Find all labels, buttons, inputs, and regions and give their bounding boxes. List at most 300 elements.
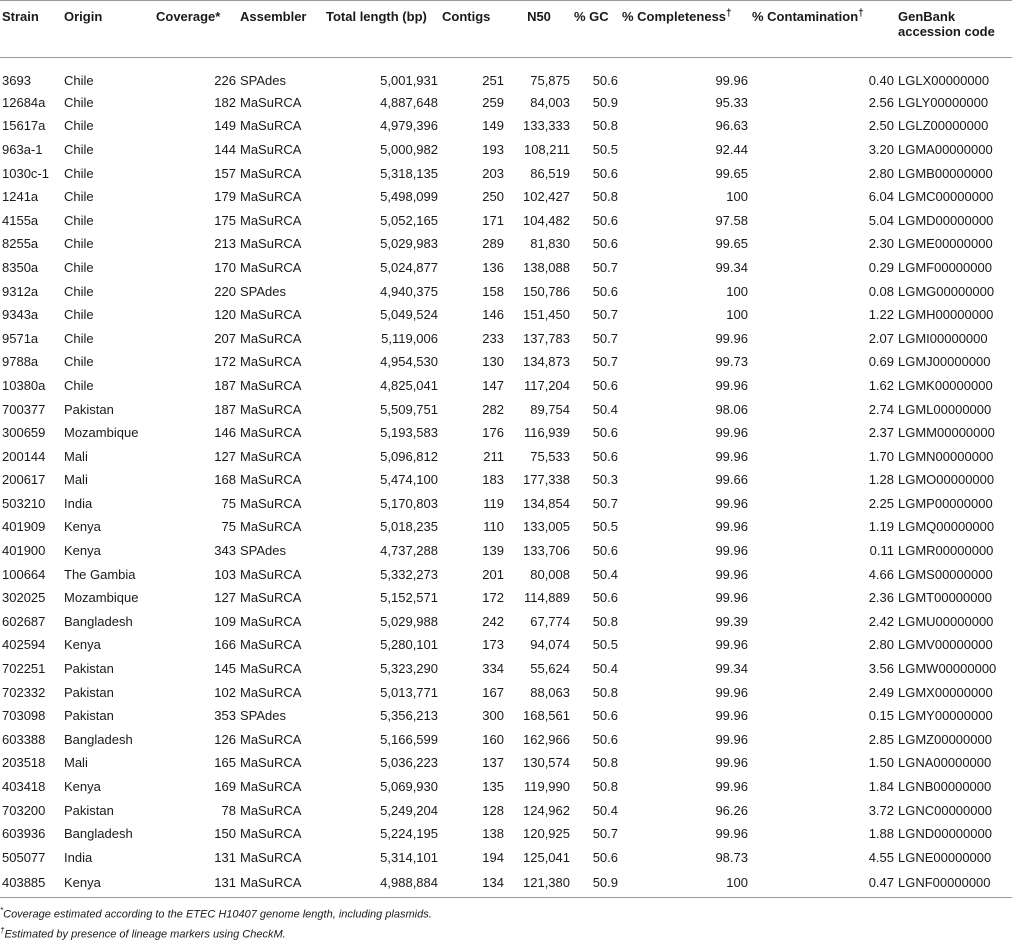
cell-contigs: 149 (482, 118, 504, 134)
cell-genbank-accession: LGMF00000000 (898, 259, 992, 275)
cell-coverage: 126 (214, 731, 236, 747)
cell-coverage: 226 (214, 72, 236, 88)
cell-contamination: 1.22 (868, 307, 894, 323)
cell-gc: 50.4 (592, 401, 618, 417)
cell-contigs: 300 (482, 708, 504, 724)
table-row (0, 114, 1012, 138)
cell-origin: Chile (64, 94, 94, 110)
cell-gc: 50.8 (592, 118, 618, 134)
cell-coverage: 220 (214, 283, 236, 299)
cell-contamination: 3.20 (868, 141, 894, 157)
table-row (0, 350, 1012, 374)
cell-origin: Kenya (64, 779, 101, 795)
table-row (0, 633, 1012, 657)
cell-origin: Pakistan (64, 661, 114, 677)
cell-n50: 162,966 (523, 731, 570, 747)
cell-gc: 50.6 (592, 72, 618, 88)
cell-contigs: 167 (482, 684, 504, 700)
cell-genbank-accession: LGND00000000 (898, 826, 992, 842)
cell-total-length: 5,249,204 (380, 802, 438, 818)
cell-total-length: 4,940,375 (380, 283, 438, 299)
table-row (0, 185, 1012, 209)
cell-completeness: 99.96 (715, 755, 748, 771)
cell-origin: Mozambique (64, 590, 139, 606)
cell-total-length: 4,979,396 (380, 118, 438, 134)
table-row (0, 798, 1012, 822)
cell-assembler: MaSuRCA (240, 236, 302, 252)
table-row (0, 846, 1012, 870)
cell-completeness: 96.26 (715, 802, 748, 818)
cell-n50: 116,939 (523, 425, 570, 441)
header-row (0, 1, 1012, 58)
cell-gc: 50.8 (592, 755, 618, 771)
cell-contigs: 130 (482, 354, 504, 370)
cell-contigs: 128 (482, 802, 504, 818)
cell-gc: 50.7 (592, 826, 618, 842)
cell-strain: 200617 (2, 472, 46, 488)
cell-total-length: 4,737,288 (380, 543, 438, 559)
cell-n50: 117,204 (523, 377, 570, 393)
cell-completeness: 99.96 (715, 566, 748, 582)
cell-gc: 50.3 (592, 472, 618, 488)
cell-assembler: SPAdes (240, 72, 287, 88)
cell-total-length: 5,318,135 (380, 165, 438, 181)
cell-contigs: 176 (482, 425, 504, 441)
cell-strain: 200144 (2, 448, 46, 464)
cell-assembler: MaSuRCA (240, 307, 302, 323)
table-row (0, 751, 1012, 775)
cell-contigs: 171 (482, 212, 504, 228)
cell-contamination: 0.11 (869, 543, 894, 559)
cell-contamination: 2.80 (868, 165, 894, 181)
cell-origin: Chile (64, 259, 94, 275)
cell-contamination: 2.85 (868, 731, 894, 747)
cell-strain: 9788a (2, 354, 39, 370)
cell-genbank-accession: LGMD00000000 (898, 212, 994, 228)
cell-total-length: 5,152,571 (380, 590, 438, 606)
cell-assembler: MaSuRCA (240, 401, 302, 417)
table-row (0, 657, 1012, 681)
header-genbank-line1: GenBank (898, 9, 956, 24)
header-genbank (896, 1, 1012, 58)
table-row (0, 326, 1012, 350)
cell-origin: Kenya (64, 543, 101, 559)
cell-assembler: MaSuRCA (240, 519, 302, 535)
cell-gc: 50.6 (592, 849, 618, 865)
cell-total-length: 4,954,530 (380, 354, 438, 370)
cell-contamination: 3.72 (868, 802, 894, 818)
cell-completeness: 100 (726, 875, 748, 891)
cell-contigs: 259 (482, 94, 504, 110)
cell-contigs: 146 (482, 307, 504, 323)
cell-total-length: 5,224,195 (380, 826, 438, 842)
cell-contigs: 203 (482, 165, 504, 181)
cell-completeness: 99.96 (715, 637, 748, 653)
cell-assembler: SPAdes (240, 283, 287, 299)
cell-contamination: 2.49 (868, 684, 894, 700)
cell-assembler: MaSuRCA (240, 330, 302, 346)
cell-gc: 50.9 (592, 94, 618, 110)
cell-genbank-accession: LGNC00000000 (898, 802, 992, 818)
cell-gc: 50.4 (592, 661, 618, 677)
cell-origin: Chile (64, 189, 94, 205)
cell-assembler: MaSuRCA (240, 495, 302, 511)
cell-coverage: 170 (214, 259, 236, 275)
header-coverage: Coverage* (156, 9, 221, 24)
cell-coverage: 166 (214, 637, 236, 653)
cell-total-length: 5,170,803 (380, 495, 438, 511)
cell-origin: Chile (64, 141, 94, 157)
cell-assembler: MaSuRCA (240, 802, 302, 818)
cell-n50: 151,450 (523, 307, 570, 323)
table-row (0, 610, 1012, 634)
cell-total-length: 5,049,524 (380, 307, 438, 323)
cell-gc: 50.4 (592, 566, 618, 582)
cell-coverage: 172 (214, 354, 236, 370)
cell-contamination: 1.62 (868, 377, 894, 393)
cell-completeness: 99.73 (715, 354, 748, 370)
cell-total-length: 5,018,235 (380, 519, 438, 535)
cell-contigs: 172 (482, 590, 504, 606)
cell-assembler: MaSuRCA (240, 118, 302, 134)
cell-total-length: 5,166,599 (380, 731, 438, 747)
cell-completeness: 99.96 (715, 684, 748, 700)
cell-contamination: 0.40 (868, 72, 894, 88)
cell-contamination: 2.07 (868, 330, 894, 346)
cell-genbank-accession: LGMJ00000000 (898, 354, 991, 370)
cell-assembler: MaSuRCA (240, 377, 302, 393)
header-contigs: Contigs (442, 9, 491, 24)
cell-n50: 88,063 (530, 684, 570, 700)
cell-genbank-accession: LGMW00000000 (898, 661, 997, 677)
cell-assembler: MaSuRCA (240, 566, 302, 582)
cell-genbank-accession: LGNF00000000 (898, 875, 991, 891)
cell-strain: 8255a (2, 236, 39, 252)
cell-genbank-accession: LGMB00000000 (898, 165, 993, 181)
table-row (0, 869, 1012, 897)
cell-contamination: 2.30 (868, 236, 894, 252)
table-row (0, 374, 1012, 398)
header-assembler: Assembler (240, 9, 307, 24)
cell-total-length: 5,036,223 (380, 755, 438, 771)
cell-contigs: 334 (482, 661, 504, 677)
cell-contigs: 138 (482, 826, 504, 842)
cell-contamination: 0.15 (868, 708, 894, 724)
cell-contamination: 1.28 (868, 472, 894, 488)
cell-coverage: 127 (214, 448, 236, 464)
cell-contigs: 251 (482, 72, 504, 88)
cell-gc: 50.6 (592, 377, 618, 393)
cell-n50: 94,074 (530, 637, 570, 653)
cell-gc: 50.7 (592, 259, 618, 275)
cell-n50: 114,889 (523, 590, 570, 606)
cell-strain: 402594 (2, 637, 46, 653)
cell-contigs: 194 (482, 849, 504, 865)
cell-origin: Mali (64, 755, 88, 771)
cell-genbank-accession: LGMA00000000 (898, 141, 993, 157)
table-row (0, 421, 1012, 445)
cell-coverage: 343 (214, 543, 236, 559)
cell-n50: 104,482 (523, 212, 570, 228)
cell-strain: 1241a (2, 189, 39, 205)
cell-total-length: 5,029,988 (380, 613, 438, 629)
cell-contamination: 2.42 (868, 613, 894, 629)
cell-assembler: MaSuRCA (240, 731, 302, 747)
cell-gc: 50.9 (592, 875, 618, 891)
cell-n50: 121,380 (523, 875, 570, 891)
cell-gc: 50.5 (592, 519, 618, 535)
cell-contigs: 173 (482, 637, 504, 653)
table-row (0, 468, 1012, 492)
cell-n50: 150,786 (523, 283, 570, 299)
cell-assembler: MaSuRCA (240, 613, 302, 629)
cell-completeness: 99.65 (715, 165, 748, 181)
cell-strain: 603388 (2, 731, 46, 747)
header-gc: % GC (574, 9, 609, 24)
cell-origin: India (64, 849, 93, 865)
cell-strain: 702251 (2, 661, 46, 677)
cell-contigs: 139 (482, 543, 504, 559)
cell-origin: Mali (64, 448, 88, 464)
cell-contigs: 158 (482, 283, 504, 299)
cell-assembler: SPAdes (240, 543, 287, 559)
cell-contigs: 147 (482, 377, 504, 393)
cell-completeness: 99.96 (715, 448, 748, 464)
cell-assembler: SPAdes (240, 708, 287, 724)
cell-origin: Kenya (64, 875, 101, 891)
cell-coverage: 207 (214, 330, 236, 346)
cell-n50: 124,962 (523, 802, 570, 818)
cell-genbank-accession: LGMK00000000 (898, 377, 993, 393)
cell-strain: 702332 (2, 684, 46, 700)
table-row (0, 256, 1012, 280)
cell-total-length: 5,498,099 (380, 189, 438, 205)
cell-total-length: 5,332,273 (380, 566, 438, 582)
cell-assembler: MaSuRCA (240, 141, 302, 157)
table-row (0, 822, 1012, 846)
cell-completeness: 98.06 (715, 401, 748, 417)
cell-contamination: 1.50 (868, 755, 894, 771)
cell-genbank-accession: LGML00000000 (898, 401, 992, 417)
cell-total-length: 5,193,583 (380, 425, 438, 441)
cell-total-length: 5,013,771 (380, 684, 438, 700)
table-row (0, 161, 1012, 185)
cell-n50: 134,873 (523, 354, 570, 370)
table-row (0, 232, 1012, 256)
cell-genbank-accession: LGNB00000000 (898, 779, 992, 795)
cell-coverage: 120 (214, 307, 236, 323)
cell-strain: 9343a (2, 307, 39, 323)
cell-n50: 89,754 (530, 401, 570, 417)
cell-coverage: 187 (214, 377, 236, 393)
cell-genbank-accession: LGMZ00000000 (898, 731, 992, 747)
cell-genbank-accession: LGMY00000000 (898, 708, 993, 724)
footnote-coverage-mark: * (0, 906, 4, 915)
cell-strain: 503210 (2, 495, 46, 511)
header-completeness-label: % Completeness (622, 9, 727, 24)
cell-completeness: 99.96 (715, 330, 748, 346)
cell-n50: 81,830 (530, 236, 570, 252)
cell-contigs: 250 (482, 189, 504, 205)
cell-n50: 133,005 (523, 519, 570, 535)
table-row (0, 680, 1012, 704)
table-row (0, 58, 1012, 91)
cell-n50: 86,519 (530, 165, 570, 181)
cell-assembler: MaSuRCA (240, 590, 302, 606)
cell-origin: Chile (64, 307, 94, 323)
cell-completeness: 99.96 (715, 377, 748, 393)
cell-contamination: 2.36 (868, 590, 894, 606)
cell-contigs: 201 (482, 566, 504, 582)
cell-gc: 50.5 (592, 637, 618, 653)
table-row (0, 562, 1012, 586)
cell-origin: Chile (64, 165, 94, 181)
cell-total-length: 5,323,290 (380, 661, 438, 677)
table-row (0, 208, 1012, 232)
cell-assembler: MaSuRCA (240, 849, 302, 865)
cell-completeness: 100 (726, 307, 748, 323)
cell-completeness: 96.63 (715, 118, 748, 134)
table-row (0, 492, 1012, 516)
footnote-checkm-mark: † (0, 925, 5, 935)
cell-total-length: 5,052,165 (380, 212, 438, 228)
table-row (0, 728, 1012, 752)
cell-contamination: 2.56 (868, 94, 894, 110)
cell-contamination: 1.70 (868, 448, 894, 464)
cell-n50: 120,925 (523, 826, 570, 842)
cell-strain: 15617a (2, 118, 46, 134)
cell-contamination: 2.50 (868, 118, 894, 134)
cell-origin: Bangladesh (64, 613, 133, 629)
cell-contamination: 2.80 (868, 637, 894, 653)
cell-completeness: 99.34 (715, 661, 748, 677)
cell-contigs: 134 (482, 875, 504, 891)
cell-coverage: 75 (221, 519, 236, 535)
cell-total-length: 4,988,884 (380, 875, 438, 891)
cell-gc: 50.5 (592, 141, 618, 157)
cell-n50: 80,008 (530, 566, 570, 582)
cell-genbank-accession: LGMI00000000 (898, 330, 988, 346)
cell-gc: 50.6 (592, 425, 618, 441)
table-header (0, 1, 1012, 58)
cell-gc: 50.7 (592, 354, 618, 370)
cell-origin: Pakistan (64, 684, 114, 700)
cell-coverage: 169 (214, 779, 236, 795)
footnote-coverage (0, 903, 432, 923)
cell-genbank-accession: LGMS00000000 (898, 566, 993, 582)
cell-gc: 50.7 (592, 495, 618, 511)
cell-contigs: 119 (483, 495, 504, 511)
cell-completeness: 100 (726, 283, 748, 299)
cell-contigs: 110 (483, 519, 504, 535)
cell-completeness: 99.96 (715, 425, 748, 441)
cell-origin: Pakistan (64, 708, 114, 724)
cell-completeness: 99.96 (715, 495, 748, 511)
cell-coverage: 145 (214, 661, 236, 677)
cell-origin: Chile (64, 283, 94, 299)
cell-completeness: 95.33 (715, 94, 748, 110)
cell-coverage: 131 (214, 849, 236, 865)
cell-contamination: 0.29 (868, 259, 894, 275)
cell-origin: Kenya (64, 519, 101, 535)
cell-contigs: 282 (482, 401, 504, 417)
cell-strain: 3693 (2, 72, 31, 88)
cell-gc: 50.6 (592, 543, 618, 559)
cell-n50: 55,624 (530, 661, 570, 677)
cell-gc: 50.6 (592, 448, 618, 464)
cell-assembler: MaSuRCA (240, 661, 302, 677)
cell-gc: 50.6 (592, 236, 618, 252)
cell-gc: 50.6 (592, 165, 618, 181)
cell-gc: 50.4 (592, 802, 618, 818)
cell-n50: 75,875 (530, 72, 570, 88)
cell-assembler: MaSuRCA (240, 189, 302, 205)
cell-assembler: MaSuRCA (240, 259, 302, 275)
cell-coverage: 353 (214, 708, 236, 724)
header-genbank-line2: accession code (898, 24, 995, 39)
cell-assembler: MaSuRCA (240, 779, 302, 795)
cell-contigs: 193 (482, 141, 504, 157)
cell-origin: Kenya (64, 637, 101, 653)
cell-strain: 100664 (2, 566, 46, 582)
cell-completeness: 99.34 (715, 259, 748, 275)
table-row (0, 539, 1012, 563)
cell-strain: 700377 (2, 401, 46, 417)
cell-origin: Pakistan (64, 401, 114, 417)
cell-n50: 137,783 (523, 330, 570, 346)
cell-completeness: 99.96 (715, 519, 748, 535)
cell-strain: 203518 (2, 755, 46, 771)
cell-completeness: 98.73 (715, 849, 748, 865)
cell-strain: 302025 (2, 590, 46, 606)
cell-coverage: 109 (214, 613, 236, 629)
cell-genbank-accession: LGMC00000000 (898, 189, 994, 205)
cell-total-length: 5,029,983 (380, 236, 438, 252)
cell-strain: 300659 (2, 425, 46, 441)
cell-genbank-accession: LGME00000000 (898, 236, 993, 252)
cell-total-length: 5,356,213 (380, 708, 438, 724)
table-row (0, 444, 1012, 468)
cell-gc: 50.8 (592, 684, 618, 700)
cell-assembler: MaSuRCA (240, 94, 302, 110)
cell-origin: Bangladesh (64, 826, 133, 842)
header-completeness (620, 1, 750, 58)
cell-coverage: 102 (214, 684, 236, 700)
cell-genbank-accession: LGMV00000000 (898, 637, 993, 653)
cell-total-length: 5,069,930 (380, 779, 438, 795)
cell-strain: 963a-1 (2, 141, 43, 157)
cell-assembler: MaSuRCA (240, 425, 302, 441)
cell-contigs: 233 (482, 330, 504, 346)
cell-genbank-accession: LGMH00000000 (898, 307, 994, 323)
cell-n50: 130,574 (523, 755, 570, 771)
cell-completeness: 100 (726, 189, 748, 205)
cell-strain: 1030c-1 (2, 165, 49, 181)
cell-strain: 10380a (2, 377, 46, 393)
cell-strain: 703098 (2, 708, 46, 724)
cell-contamination: 1.19 (868, 519, 894, 535)
header-contamination (750, 1, 896, 58)
cell-completeness: 99.65 (715, 236, 748, 252)
cell-genbank-accession: LGMG00000000 (898, 283, 995, 299)
table-row (0, 775, 1012, 799)
cell-n50: 177,338 (523, 472, 570, 488)
header-contamination-dagger: † (858, 8, 864, 19)
footnote-checkm (0, 923, 432, 942)
cell-strain: 505077 (2, 849, 46, 865)
cell-contamination: 0.47 (868, 875, 894, 891)
cell-n50: 67,774 (530, 613, 570, 629)
